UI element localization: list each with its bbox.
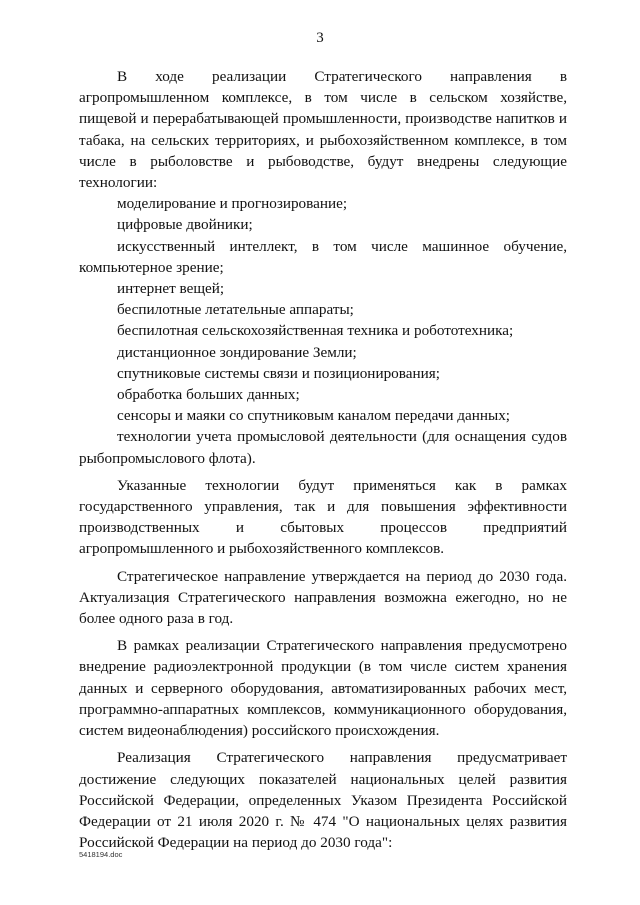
technology-item-digital-twins: цифровые двойники; (117, 216, 253, 234)
technology-item-sensors-beacons: сенсоры и маяки со спутниковым каналом передачи данных; (117, 407, 511, 425)
document-body (79, 66, 567, 853)
intro-paragraph: В ходе реализации Стратегического направления в агропромышленном комплексе, в том числе в сельском хозяйстве, пищевой и перерабатывающей промышленности, производстве напитков и табака, на сельских территориях, и рыбохозяйственном комплексе, в том числе в рыболовстве и рыбоводстве, будут внедрены следующие технологии: (79, 68, 567, 192)
paragraph-indicators: Реализация Стратегического направления предусматривает достижение следующих показателей национальных целей развития Российской Федерации, определенных Указом Президента Российской Федерации от 21 июля 2020 г. № 474 "О национальных целях развития Российской Федерации на период до 2030 года": (79, 749, 567, 852)
technology-item-ai: искусственный интеллект, в том числе машинное обучение, компьютерное зрение; (79, 237, 567, 276)
technology-item-iot: интернет вещей; (117, 280, 225, 298)
technology-item-big-data: обработка больших данных; (117, 386, 300, 404)
technology-list (79, 193, 567, 469)
technology-item-satellite-systems: спутниковые системы связи и позиционирования; (117, 364, 440, 382)
technology-item-drones: беспилотные летательные аппараты; (117, 301, 354, 319)
paragraph-period: Стратегическое направление утверждается на период до 2030 года. Актуализация Стратегического направления возможна ежегодно, но не более одного раза в год. (79, 567, 567, 628)
page-number: 3 (316, 30, 324, 46)
technology-item-autonomous-machinery: беспилотная сельскохозяйственная техника и робототехника; (117, 322, 514, 340)
paragraph-application: Указанные технологии будут применяться как в рамках государственного управления, так и для повышения эффективности производственных и сбытовых процессов предприятий агропромышленного и рыбохозяйственного комплексов. (79, 476, 567, 558)
document-id: 5418194.doc (79, 850, 123, 859)
paragraph-electronics: В рамках реализации Стратегического направления предусмотрено внедрение радиоэлектронной продукции (в том числе систем хранения данных и серверного оборудования, автоматизированных рабочих мест, программно-аппаратных комплексов, коммуникационного оборудования, систем видеонаблюдения) российского происхождения. (79, 637, 567, 740)
technology-item-fishing-accounting: технологии учета промысловой деятельности (для оснащения судов рыбопромыслового флота). (79, 428, 567, 467)
technology-item-remote-sensing: дистанционное зондирование Земли; (117, 343, 357, 361)
technology-item-modeling: моделирование и прогнозирование; (117, 195, 348, 213)
